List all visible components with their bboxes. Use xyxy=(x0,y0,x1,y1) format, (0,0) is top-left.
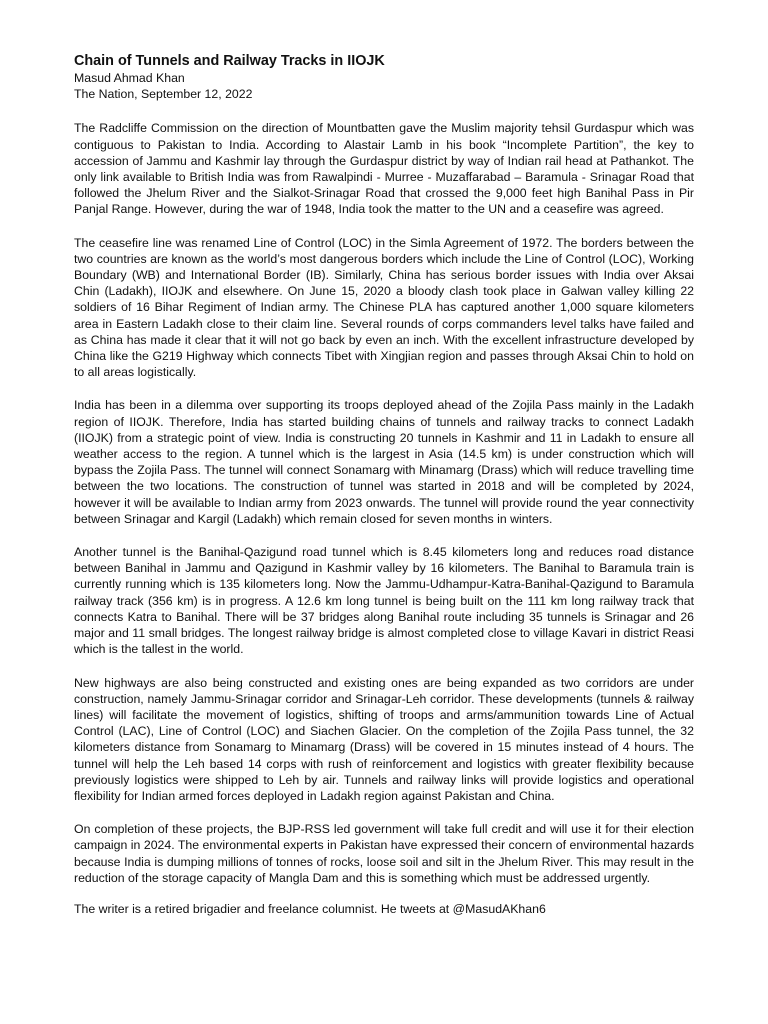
article-paragraph: The ceasefire line was renamed Line of Control (LOC) in the Simla Agreement of 1972. The borders between the two countries are known as the world’s most dangerous borders which include the Line of Control (LOC), Working Boundary (WB) and International Border (IB). Similarly, China has serious border issues with India over Aksai Chin (Ladakh), IIOJK and elsewhere. On June 15, 2020 a bloody clash took place in Galwan valley killing 22 soldiers of 16 Bihar Regiment of Indian army. The Chinese PLA has captured another 1,000 square kilometers area in Eastern Ladakh close to their claim line. Several rounds of corps commanders level talks have failed and as China has made it clear that it will not go back by even an inch. With the excellent infrastructure developed by China like the G219 Highway which connects Tibet with Xingjian region and passes through Aksai Chin to hold on to all areas logistically. xyxy=(74,235,694,380)
article-title: Chain of Tunnels and Railway Tracks in IIOJK xyxy=(74,53,385,69)
article-page xyxy=(74,52,694,917)
article-paragraph: New highways are also being constructed and existing ones are being expanded as two corridors are under construction, namely Jammu-Srinagar corridor and Srinagar-Leh corridor. These developments (tunnels & railway lines) will facilitate the movement of logistics, shifting of troops and arms/ammunition towards Line of Actual Control (LAC), Line of Control (LOC) and Siachen Glacier. On the completion of the Zojila Pass tunnel, the 32 kilometers distance from Sonamarg to Minamarg (Drass) will be covered in 15 minutes instead of 4 hours. The tunnel will help the Leh based 14 corps with rush of reinforcement and logistics with greater flexibility because previously logistics were shipped to Leh by air. Tunnels and railway links will provide logistics and operational flexibility for Indian armed forces deployed in Ladakh region against Pakistan and China. xyxy=(74,675,694,803)
article-paragraph: On completion of these projects, the BJP-RSS led government will take full credit and will use it for their election campaign in 2024. The environmental experts in Pakistan have expressed their concern of environmental hazards because India is dumping millions of tonnes of rocks, loose soil and silt in the Jhelum River. This may result in the reduction of the storage capacity of Mangla Dam and this is something which must be addressed urgently. xyxy=(74,822,694,885)
article-body xyxy=(74,120,694,886)
article-author: Masud Ahmad Khan xyxy=(74,71,185,85)
article-paragraph: Another tunnel is the Banihal-Qazigund road tunnel which is 8.45 kilometers long and reduces road distance between Banihal in Jammu and Qazigund in Kashmir valley by 16 kilometers. The Banihal to Baramula train is currently running which is 135 kilometers long. Now the Jammu-Udhampur-Katra-Banihal-Qazigund to Baramula railway track (356 km) is in progress. A 12.6 km long tunnel is being built on the 111 km long railway track that connects Katra to Banihal. There will be 37 bridges along Banihal route including 35 tunnels is Srinagar and 26 major and 11 small bridges. The longest railway bridge is almost completed close to village Kavari in district Reasi which is the tallest in the world. xyxy=(74,545,694,657)
article-source: The Nation, September 12, 2022 xyxy=(74,87,253,102)
article-paragraph: The Radcliffe Commission on the direction of Mountbatten gave the Muslim majority tehsil Gurdaspur which was contiguous to Pakistan to India. According to Alastair Lamb in his book “Incomplete Partition”, the key to accession of Jammu and Kashmir lay through the Gurdaspur district by way of Indian rail head at Pathankot. The only link available to British India was from Rawalpindi - Murree - Muzaffarabad – Baramula - Srinagar Road that followed the Jhelum River and the Sialkot-Srinagar Road that crossed the 9,000 feet high Banihal Pass in Pir Panjal Range. However, during the war of 1948, India took the matter to the UN and a ceasefire was agreed. xyxy=(74,121,694,217)
article-paragraph: India has been in a dilemma over supporting its troops deployed ahead of the Zojila Pass mainly in the Ladakh region of IIOJK. Therefore, India has started building chains of tunnels and railway tracks to connect Ladakh (IIOJK) from a strategic point of view. India is constructing 20 tunnels in Kashmir and 11 in Ladakh to ensure all weather access to the region. A tunnel which is the largest in Asia (14.5 km) is under construction which will bypass the Zojila Pass. The tunnel will connect Sonamarg with Minamarg (Drass) which will reduce travelling time between the two locations. The construction of tunnel was started in 2018 and will be completed by 2024, however it will be available to Indian army from 2023 onwards. The tunnel will provide round the year connectivity between Srinagar and Kargil (Ladakh) which remain closed for seven months in winters. xyxy=(74,398,694,526)
author-bio: The writer is a retired brigadier and freelance columnist. He tweets at @MasudAKhan6 xyxy=(74,901,546,916)
